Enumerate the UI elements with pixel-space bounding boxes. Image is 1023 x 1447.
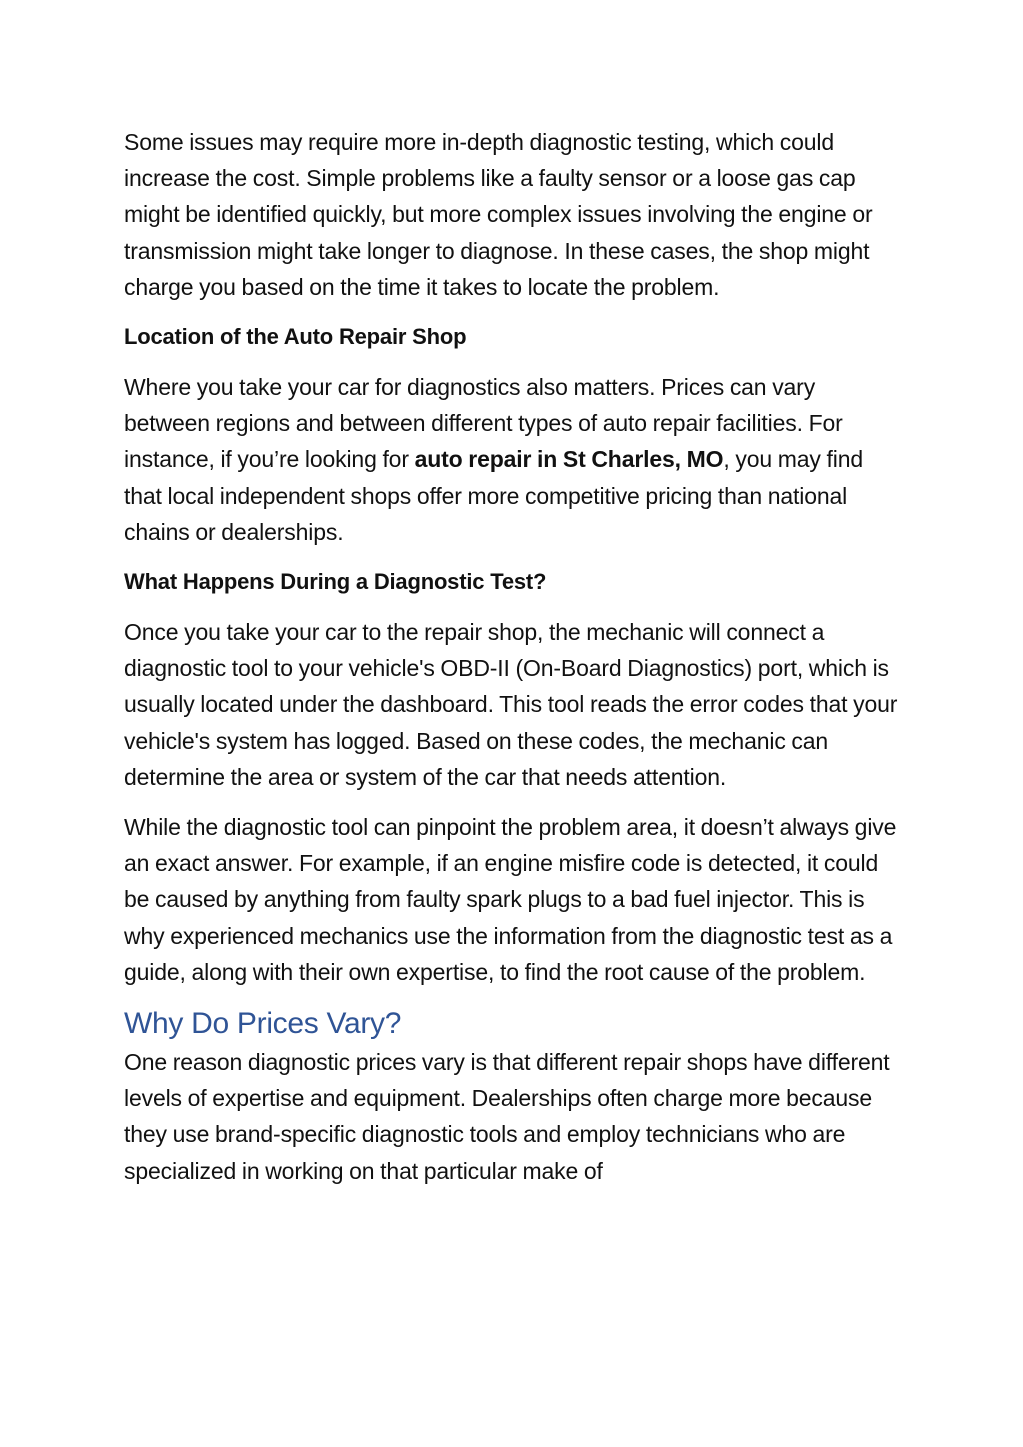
paragraph-diagnostic-cost: Some issues may require more in-depth diagnostic testing, which could increase the cost. Simple problems like a faulty sensor or a loose gas cap might be identified quickly, but more complex issues involving the engine or transmission might take longer to diagnose. In these cases, the shop might charge you based on the time it takes to locate the problem. [124, 129, 873, 300]
paragraph-diagnostic-process: Once you take your car to the repair shop, the mechanic will connect a diagnostic tool to your vehicle's OBD-II (On-Board Diagnostics) port, which is usually located under the dashboard. This tool reads the error codes that your vehicle's system has logged. Based on these codes, the mechanic can determine the area or system of the car that needs attention. [124, 619, 898, 790]
keyword-auto-repair: auto repair in St Charles, MO [414, 446, 724, 473]
heading-diagnostic-test: What Happens During a Diagnostic Test? [124, 569, 547, 595]
paragraph-diagnostic-limits: While the diagnostic tool can pinpoint the problem area, it doesn’t always give an exact answer. For example, if an engine misfire code is detected, it could be caused by anything from faulty spark plugs to a bad fuel injector. This is why experienced mechanics use the information from the diagnostic test as a guide, along with their own expertise, to find the root cause of the problem. [124, 814, 897, 985]
paragraph-location-text-before: Where you take your car for diagnostics also matters. Prices can vary between regions and between different types of auto repair facilities. For instance, if you’re looking for [124, 374, 843, 473]
paragraph-location-text-after: , you may find that local independent shops offer more competitive pricing than national chains or dealerships. [124, 446, 863, 545]
paragraph-location [124, 369, 903, 550]
paragraph-prices: One reason diagnostic prices vary is that different repair shops have different levels of expertise and equipment. Dealerships often charge more because they use brand-specific diagnostic tools and employ technicians who are specialized in working on that particular make of [124, 1049, 890, 1184]
heading-location: Location of the Auto Repair Shop [124, 324, 467, 350]
section-title-prices: Why Do Prices Vary? [124, 1007, 402, 1041]
